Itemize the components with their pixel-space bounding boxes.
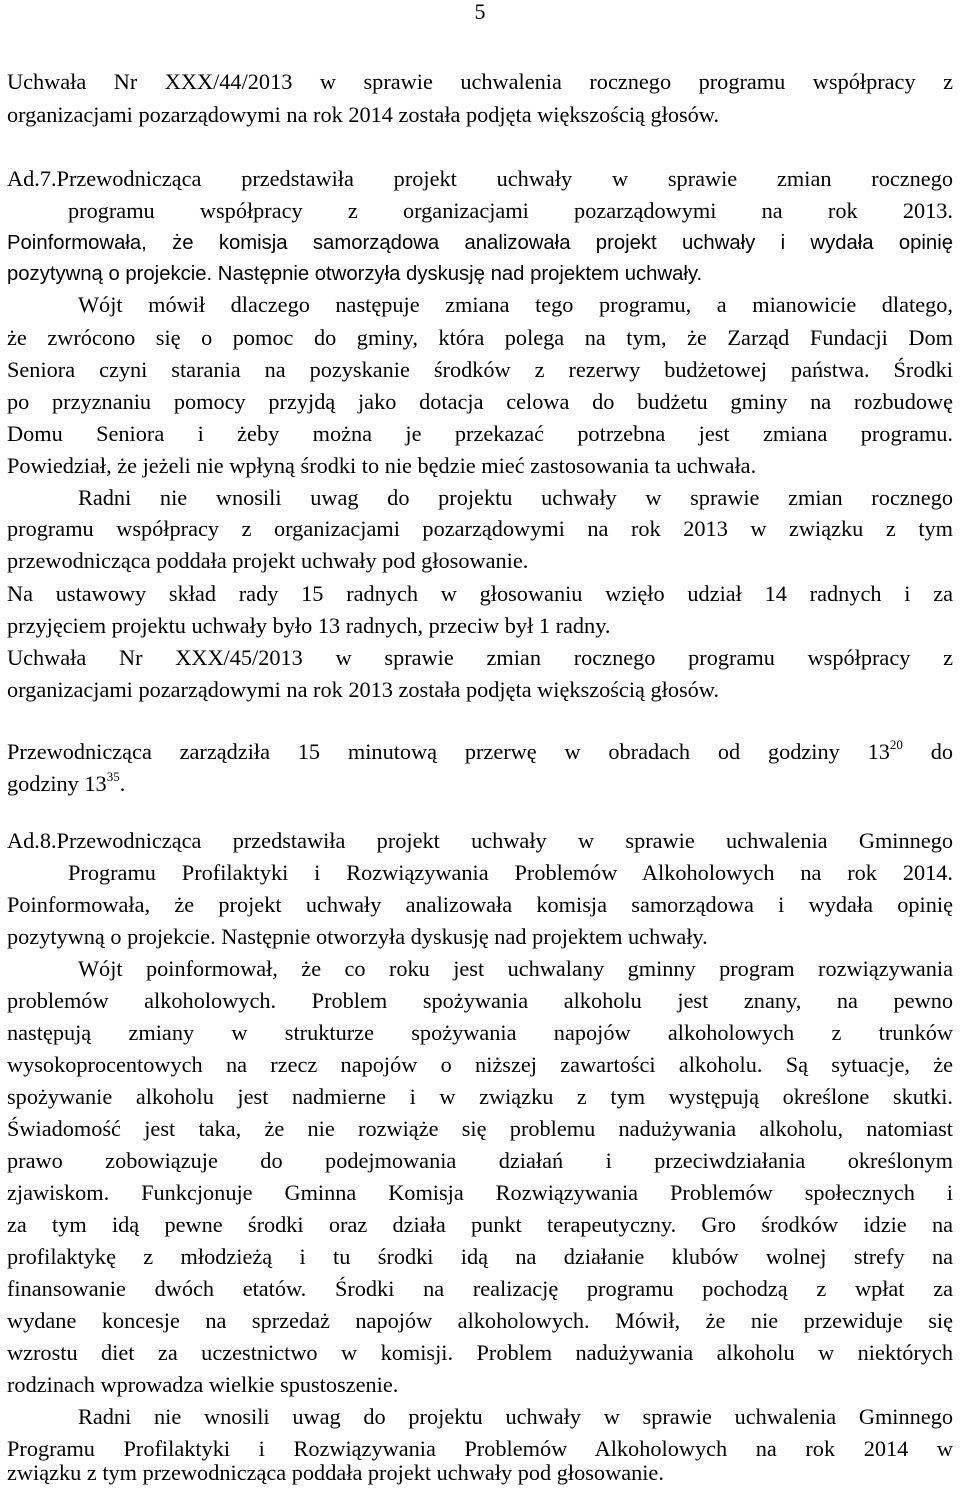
text-line: pozytywną o projekcie. Następnie otworzyła dyskusję nad projektem uchwały. (7, 924, 708, 949)
text-line (7, 737, 953, 767)
text-line: przyjęciem projektu uchwały było 13 radnych, przeciw był 1 radny. (7, 613, 611, 638)
text-line: programu współpracy z organizacjami pozarządowymi na rok 2013. (68, 198, 953, 223)
text-line: programu współpracy z organizacjami pozarządowymi na rok 2013 w związku z tym (7, 516, 953, 541)
text-line: problemów alkoholowych. Problem spożywania alkoholu jest znany, na pewno (7, 988, 953, 1013)
text-line: za tym idą pewne środki oraz działa punkt terapeutyczny. Gro środków idzie na (7, 1212, 953, 1237)
text-fragment: . (119, 771, 126, 796)
text-line: następują zmiany w strukturze spożywania napojów alkoholowych z trunków (7, 1020, 953, 1045)
text-line: Świadomość jest taka, że nie rozwiąże się problemu nadużywania alkoholu, natomiast (7, 1116, 953, 1141)
text-line: Radni nie wnosili uwag do projektu uchwały w sprawie uchwalenia Gminnego (78, 1404, 953, 1429)
text-line: po przyznaniu pomocy przyjdą jako dotacja celowa do budżetu gminy na rozbudowę (7, 389, 953, 414)
text-fragment: godziny 13 (7, 771, 107, 796)
time-superscript: 20 (889, 737, 903, 752)
text-line: Seniora czyni starania na pozyskanie środków z rezerwy budżetowej państwa. Środki (7, 357, 953, 382)
text-line: Domu Seniora i żeby można je przekazać potrzebna jest zmiana programu. (7, 421, 953, 446)
text-fragment: do (902, 739, 954, 764)
text-line: Uchwała Nr XXX/44/2013 w sprawie uchwalenia rocznego programu współpracy z (7, 69, 953, 94)
text-line: finansowanie dwóch etatów. Środki na realizację programu pochodzą z wpłat za (7, 1276, 953, 1301)
text-line: profilaktykę z młodzieżą i tu środki idą na działanie klubów wolnej strefy na (7, 1244, 953, 1269)
text-line: Poinformowała, że projekt uchwały analizowała komisja samorządowa i wydała opinię (7, 892, 953, 917)
text-line: Ad.7.Przewodnicząca przedstawiła projekt uchwały w sprawie zmian rocznego (7, 166, 953, 191)
text-line: wzrostu diet za uczestnictwo w komisji. Problem nadużywania alkoholu w niektórych (7, 1340, 953, 1365)
text-line: Na ustawowy skład rady 15 radnych w głosowaniu wzięło udział 14 radnych i za (7, 581, 953, 606)
text-line: Uchwała Nr XXX/45/2013 w sprawie zmian rocznego programu współpracy z (7, 645, 953, 670)
page-number: 5 (474, 0, 486, 24)
text-line: rodzinach wprowadza wielkie spustoszenie. (7, 1372, 399, 1397)
text-line: że zwrócono się o pomoc do gminy, która polega na tym, że Zarząd Fundacji Dom (7, 325, 953, 350)
text-line: wydane koncesje na sprzedaż napojów alkoholowych. Mówił, że nie przewiduje się (7, 1308, 953, 1333)
text-line: Poinformowała, że komisja samorządowa analizowała projekt uchwały i wydała opinię (7, 232, 953, 254)
text-line: Wójt mówił dlaczego następuje zmiana tego programu, a mianowicie dlatego, (78, 292, 953, 317)
text-line: związku z tym przewodnicząca poddała projekt uchwały pod głosowanie. (7, 1460, 664, 1485)
text-line: wysokoprocentowych na rzecz napojów o niższej zawartości alkoholu. Są sytuacje, że (7, 1052, 953, 1077)
text-fragment: Przewodnicząca zarządziła 15 minutową przerwę w obradach od godziny 13 (7, 739, 890, 764)
text-line: Radni nie wnosili uwag do projektu uchwały w sprawie zmian rocznego (78, 485, 953, 510)
text-line: organizacjami pozarządowymi na rok 2013 została podjęta większością głosów. (7, 677, 720, 702)
text-line: Programu Profilaktyki i Rozwiązywania Problemów Alkoholowych na rok 2014 w (7, 1436, 953, 1461)
text-line (7, 769, 953, 799)
text-line: Ad.8.Przewodnicząca przedstawiła projekt uchwały w sprawie uchwalenia Gminnego (7, 828, 953, 853)
text-line: spożywanie alkoholu jest nadmierne i w związku z tym występują określone skutki. (7, 1084, 953, 1109)
text-line: pozytywną o projekcie. Następnie otworzyła dyskusję nad projektem uchwały. (7, 263, 703, 285)
text-line: Powiedział, że jeżeli nie wpłyną środki to nie będzie mieć zastosowania ta uchwała. (7, 453, 757, 478)
text-line: przewodnicząca poddała projekt uchwały pod głosowanie. (7, 548, 529, 573)
time-superscript: 35 (106, 769, 120, 784)
text-line: zjawiskom. Funkcjonuje Gminna Komisja Rozwiązywania Problemów społecznych i (7, 1180, 953, 1205)
text-line: Programu Profilaktyki i Rozwiązywania Problemów Alkoholowych na rok 2014. (68, 860, 953, 885)
text-line: organizacjami pozarządowymi na rok 2014 została podjęta większością głosów. (7, 102, 720, 127)
text-line: prawo zobowiązuje do podejmowania działań i przeciwdziałania określonym (7, 1148, 953, 1173)
text-line: Wójt poinformował, że co roku jest uchwalany gminny program rozwiązywania (78, 956, 953, 981)
